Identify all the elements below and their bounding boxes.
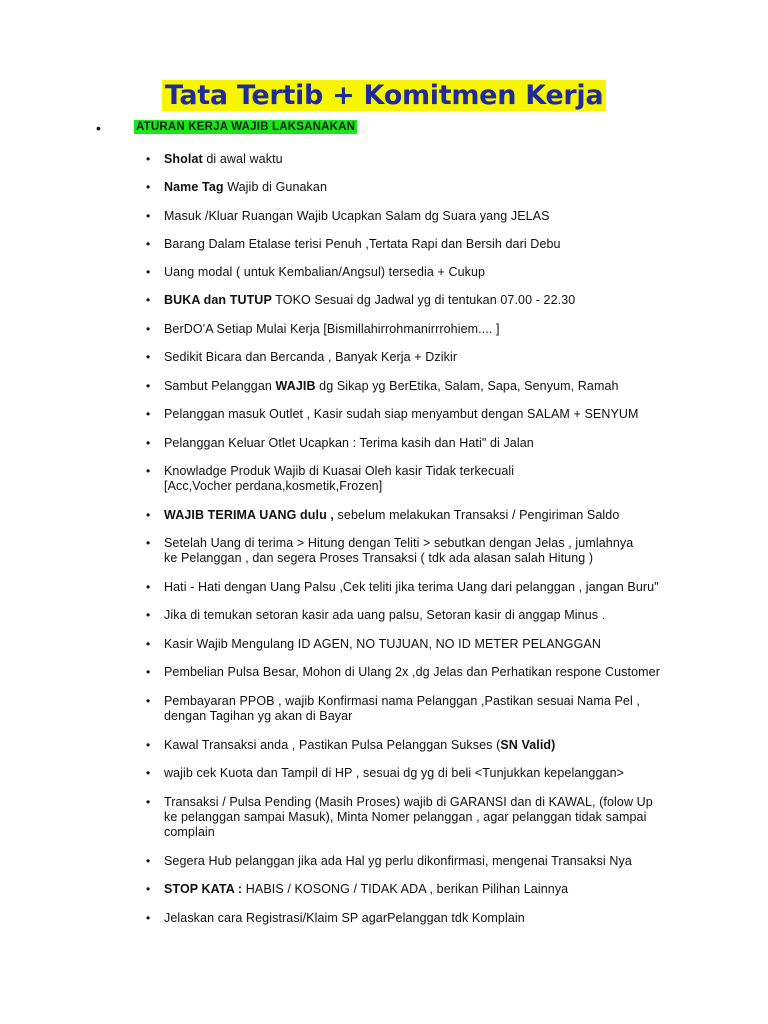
- list-item: [146, 379, 666, 394]
- list-item: [146, 795, 666, 840]
- item-text: Setelah Uang di terima > Hitung dengan Teliti > sebutkan dengan Jelas , jumlahnya ke Pelanggan , dan segera Proses Transaksi ( tdk ada alasan salah Hitung ): [164, 536, 634, 565]
- item-text: Pelanggan masuk Outlet , Kasir sudah siap menyambut dengan SALAM + SENYUM: [164, 407, 639, 421]
- bullet-icon: •: [146, 209, 151, 223]
- bullet-icon: •: [146, 237, 151, 251]
- item-bold-text: BUKA dan TUTUP: [164, 293, 272, 307]
- bullet-icon: •: [146, 508, 151, 522]
- bullet-icon: •: [146, 464, 151, 478]
- list-item: [146, 322, 666, 337]
- section-heading: ATURAN KERJA WAJIB LAKSANAKAN: [136, 121, 356, 133]
- item-bold-text: Name Tag: [164, 180, 224, 194]
- bullet-icon: •: [146, 152, 151, 166]
- list-item: [146, 209, 666, 224]
- list-item: [146, 293, 666, 308]
- bullet-icon: •: [146, 637, 151, 651]
- bullet-icon: •: [146, 436, 151, 450]
- bullet-icon: •: [146, 265, 151, 279]
- item-text: Knowladge Produk Wajib di Kuasai Oleh kasir Tidak terkecuali [Acc,Vocher perdana,kosmetik,Frozen]: [164, 464, 515, 493]
- list-item: [146, 766, 666, 781]
- list-item: [146, 152, 666, 167]
- bullet-icon: •: [146, 407, 151, 421]
- bullet-icon: •: [146, 322, 151, 336]
- list-item: [146, 665, 666, 680]
- bullet-icon: •: [146, 738, 151, 752]
- item-text: di awal waktu: [202, 152, 283, 166]
- list-item: [146, 436, 666, 451]
- list-item: [146, 854, 666, 869]
- list-item: [146, 738, 666, 753]
- item-bold-text: Sholat: [164, 152, 203, 166]
- bullet-icon: •: [146, 665, 151, 679]
- item-text: Segera Hub pelanggan jika ada Hal yg perlu dikonfirmasi, mengenai Transaksi Nya: [164, 854, 632, 868]
- item-text: Hati - Hati dengan Uang Palsu ,Cek teliti jika terima Uang dari pelanggan , jangan Buru": [164, 580, 659, 594]
- item-text: TOKO Sesuai dg Jadwal yg di tentukan 07.00 - 22.30: [271, 293, 576, 307]
- list-item: [146, 911, 666, 926]
- item-text: Pembelian Pulsa Besar, Mohon di Ulang 2x ,dg Jelas dan Perhatikan respone Customer: [164, 665, 660, 679]
- item-text: Pembayaran PPOB , wajib Konfirmasi nama Pelanggan ,Pastikan sesuai Nama Pel , dengan Tagihan yg akan di Bayar: [164, 694, 640, 723]
- list-item: [146, 536, 646, 566]
- bullet-icon: •: [146, 882, 151, 896]
- list-item: [146, 694, 676, 724]
- item-text: sebelum melakukan Transaksi / Pengiriman Saldo: [333, 508, 620, 522]
- item-text: Pelanggan Keluar Otlet Ucapkan : Terima kasih dan Hati" di Jalan: [164, 436, 534, 450]
- item-text: Barang Dalam Etalase terisi Penuh ,Tertata Rapi dan Bersih dari Debu: [164, 237, 561, 251]
- list-item: [146, 407, 666, 422]
- list-item: [146, 350, 666, 365]
- list-item: [146, 608, 666, 623]
- list-item: [146, 882, 666, 897]
- item-text: Transaksi / Pulsa Pending (Masih Proses) wajib di GARANSI dan di KAWAL, (folow Up ke pelanggan sampai Masuk), Minta Nomer pelanggan , agar pelanggan tidak sampai complain: [164, 795, 653, 839]
- bullet-icon: •: [146, 536, 151, 550]
- list-item: [146, 637, 666, 652]
- item-text-tail: dg Sikap yg BerEtika, Salam, Sapa, Senyum, Ramah: [315, 379, 619, 393]
- item-text: Jika di temukan setoran kasir ada uang palsu, Setoran kasir di anggap Minus .: [164, 608, 606, 622]
- bullet-icon: •: [146, 854, 151, 868]
- item-text: Masuk /Kluar Ruangan Wajib Ucapkan Salam dg Suara yang JELAS: [164, 209, 550, 223]
- item-text: HABIS / KOSONG / TIDAK ADA , berikan Pilihan Lainnya: [242, 882, 569, 896]
- bullet-icon: •: [146, 379, 151, 393]
- item-text: Jelaskan cara Registrasi/Klaim SP agarPelanggan tdk Komplain: [164, 911, 525, 925]
- page-title-text: Tata Tertib + Komitmen Kerja: [162, 80, 607, 111]
- item-text: Kasir Wajib Mengulang ID AGEN, NO TUJUAN, NO ID METER PELANGGAN: [164, 637, 601, 651]
- bullet-icon: •: [146, 766, 151, 780]
- bullet-icon: •: [146, 350, 151, 364]
- item-text: Sambut Pelanggan: [164, 379, 276, 393]
- list-item: [146, 180, 666, 195]
- item-text: Uang modal ( untuk Kembalian/Angsul) tersedia + Cukup: [164, 265, 486, 279]
- list-item: [146, 237, 666, 252]
- bullet-icon: •: [146, 911, 151, 925]
- bullet-icon: •: [146, 608, 151, 622]
- bullet-icon: •: [146, 580, 151, 594]
- item-text: BerDO'A Setiap Mulai Kerja [Bismillahirrohmanirrrohiem.... ]: [164, 322, 500, 336]
- list-item: [146, 265, 666, 280]
- list-item: [146, 464, 566, 494]
- list-item: [146, 508, 666, 523]
- item-text: Sedikit Bicara dan Bercanda , Banyak Kerja + Dzikir: [164, 350, 458, 364]
- item-bold-text: WAJIB: [275, 379, 316, 393]
- bullet-icon: •: [146, 694, 151, 708]
- item-bold-text: SN Valid): [500, 738, 556, 752]
- bullet-icon: •: [146, 293, 151, 307]
- item-text: Wajib di Gunakan: [223, 180, 327, 194]
- bullet-icon: •: [146, 795, 151, 809]
- item-bold-text: STOP KATA :: [164, 882, 243, 896]
- item-text: wajib cek Kuota dan Tampil di HP , sesuai dg yg di beli <Tunjukkan kepelanggan>: [164, 766, 625, 780]
- bullet-icon: •: [146, 180, 151, 194]
- item-bold-text: WAJIB TERIMA UANG dulu ,: [164, 508, 334, 522]
- list-item: [146, 580, 666, 595]
- bullet-icon: •: [96, 120, 101, 136]
- page-title: [0, 80, 768, 111]
- item-text: Kawal Transaksi anda , Pastikan Pulsa Pelanggan Sukses (: [164, 738, 501, 752]
